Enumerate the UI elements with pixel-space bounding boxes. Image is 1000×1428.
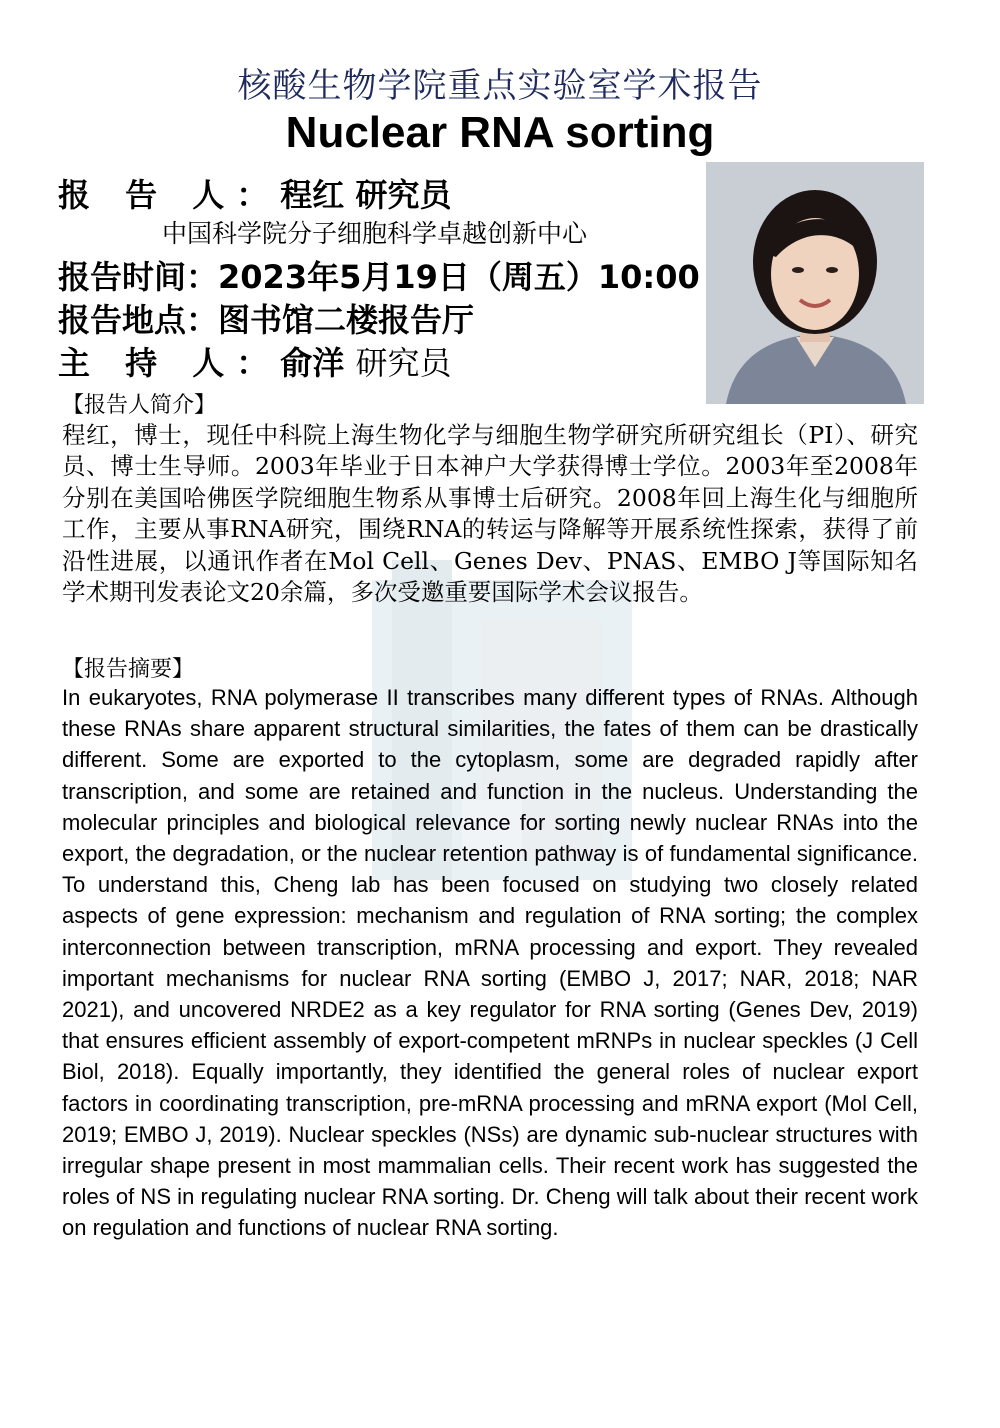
place-value: 图书馆二楼报告厅 bbox=[218, 301, 475, 339]
place-row bbox=[58, 295, 474, 341]
abstract-text: In eukaryotes, RNA polymerase II transcribes many different types of RNAs. Although these RNAs share apparent structural similarities, the fates of them can be drastically different. Some are exported to the cytoplasm, some are degraded rapidly after transcription, and some are retained and function in the nucleus. Understanding the molecular principles and biological relevance for sorting newly nuclear RNAs into the export, the degradation, or the nuclear retention pathway is of fundamental significance. To understand this, Cheng lab has been focused on studying two closely related aspects of gene expression: mechanism and regulation of RNA sorting; the complex interconnection between transcription, mRNA processing and export. They revealed important mechanisms for nuclear RNA sorting (EMBO J, 2017; NAR, 2018; NAR 2021), and uncovered NRDE2 as a key regulator for RNA sorting (Genes Dev, 2019) that ensures efficient assembly of export-competent mRNPs in nuclear speckles (J Cell Biol, 2018). Equally importantly, they identified the general roles of nuclear export factors in coordinating transcription, pre-mRNA processing and mRNA export (Mol Cell, 2019; EMBO J, 2019). Nuclear speckles (NSs) are dynamic sub-nuclear structures with irregular shape present in most mammalian cells. Their recent work has suggested the roles of NS in regulating nuclear RNA sorting. Dr. Cheng will talk about their recent work on regulation and functions of nuclear RNA sorting. bbox=[62, 685, 918, 1241]
speaker-name: 程红 研究员 bbox=[280, 176, 452, 214]
speaker-row bbox=[58, 170, 451, 216]
abstract-heading: 【报告摘要】 bbox=[62, 657, 195, 682]
talk-title: Nuclear RNA sorting bbox=[285, 108, 715, 157]
speaker-label: 报 告 人： bbox=[58, 176, 281, 214]
time-value: 2023年5月19日（周五）10:00 bbox=[218, 258, 700, 296]
institute-heading: 核酸生物学院重点实验室学术报告 bbox=[237, 66, 763, 106]
place-label: 报告地点： bbox=[58, 301, 219, 339]
time-label: 报告时间： bbox=[58, 258, 219, 296]
bio-text: 程红，博士，现任中科院上海生物化学与细胞生物学研究所研究组长（PI）、研究员、博士生导师。2003年毕业于日本神户大学获得博士学位。2003年至2008年分别在美国哈佛医学院细胞生物系从事博士后研究。2008年回上海生化与细胞所工作，主要从事RNA研究，围绕RNA的转运与降解等开展系统性探索，获得了前沿性进展，以通讯作者在Mol Cell、Genes Dev、PNAS、EMBO J等国际知名学术期刊发表论文20余篇，多次受邀重要国际学术会议报告。 bbox=[62, 421, 918, 607]
host-title: 研究员 bbox=[355, 344, 452, 382]
host-row bbox=[58, 338, 451, 384]
speaker-affiliation: 中国科学院分子细胞科学卓越创新中心 bbox=[162, 219, 588, 248]
host-label: 主 持 人： bbox=[58, 344, 281, 382]
speaker-photo bbox=[706, 162, 924, 404]
host-name: 俞洋 bbox=[280, 344, 345, 382]
time-row bbox=[58, 252, 700, 298]
bio-heading: 【报告人简介】 bbox=[62, 393, 217, 418]
